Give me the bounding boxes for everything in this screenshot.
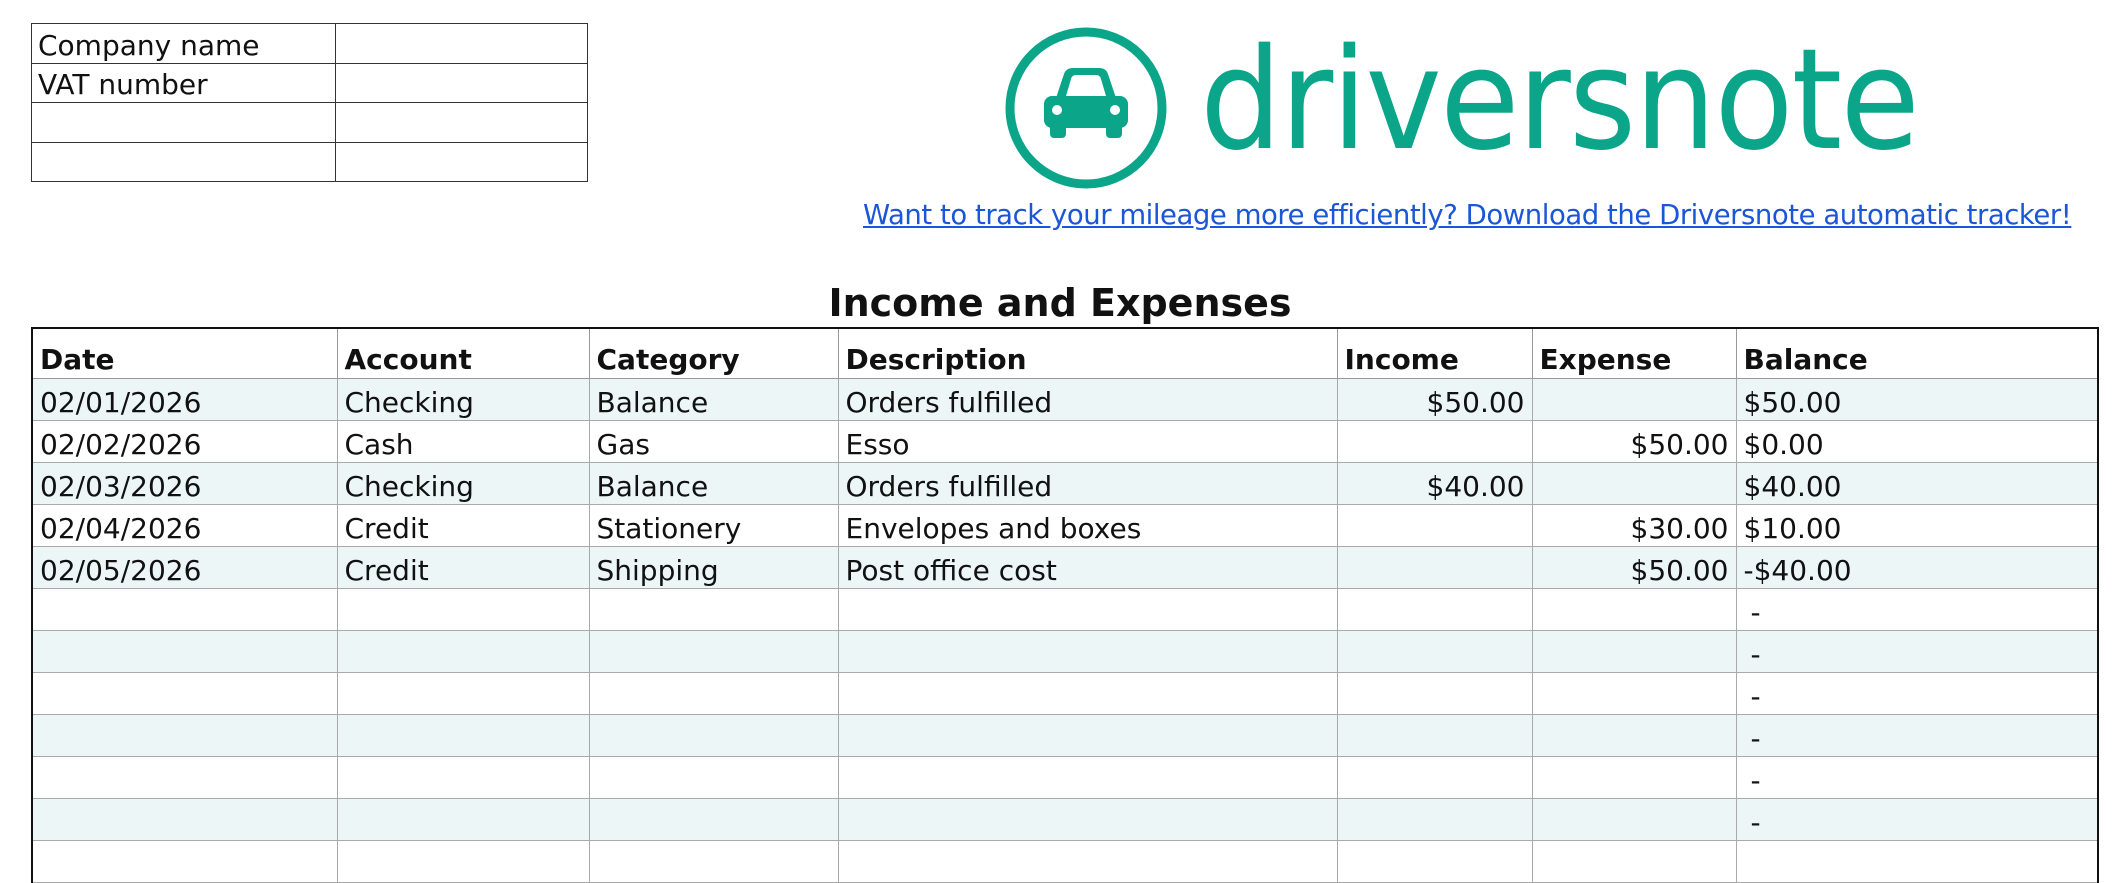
cell-category[interactable]: Shipping	[589, 546, 838, 588]
cell-expense[interactable]	[1532, 630, 1736, 672]
table-row	[32, 714, 2098, 756]
cell-date[interactable]: 02/02/2026	[32, 420, 337, 462]
cell-expense[interactable]	[1532, 672, 1736, 714]
cell-description[interactable]	[838, 588, 1337, 630]
table-row	[32, 462, 2098, 504]
cell-date[interactable]: 02/03/2026	[32, 462, 337, 504]
cell-income[interactable]	[1337, 630, 1532, 672]
company-info-row	[32, 24, 588, 64]
income-expenses-table	[31, 327, 2099, 883]
cell-category[interactable]	[589, 630, 838, 672]
cell-expense[interactable]: $50.00	[1532, 420, 1736, 462]
cell-balance[interactable]: -	[1736, 798, 2098, 840]
table-row	[32, 840, 2098, 882]
cell-account[interactable]	[337, 756, 589, 798]
cell-balance[interactable]: -	[1736, 588, 2098, 630]
column-header-income[interactable]: Income	[1337, 328, 1532, 378]
cell-expense[interactable]	[1532, 462, 1736, 504]
cell-expense[interactable]	[1532, 798, 1736, 840]
cell-description[interactable]	[838, 630, 1337, 672]
cell-category[interactable]	[589, 588, 838, 630]
cell-balance[interactable]: -	[1736, 714, 2098, 756]
cell-category[interactable]	[589, 714, 838, 756]
cell-account[interactable]: Credit	[337, 504, 589, 546]
cell-date[interactable]	[32, 840, 337, 882]
cell-account[interactable]: Checking	[337, 378, 589, 420]
table-row	[32, 756, 2098, 798]
cell-date[interactable]	[32, 756, 337, 798]
cell-account[interactable]: Cash	[337, 420, 589, 462]
cell-income[interactable]: $40.00	[1337, 462, 1532, 504]
table-row	[32, 378, 2098, 420]
cell-description[interactable]: Orders fulfilled	[838, 462, 1337, 504]
cell-date[interactable]: 02/05/2026	[32, 546, 337, 588]
cell-income[interactable]: $50.00	[1337, 378, 1532, 420]
cell-account[interactable]: Checking	[337, 462, 589, 504]
company-name-field[interactable]	[336, 24, 588, 64]
cell-balance[interactable]: -	[1736, 630, 2098, 672]
cell-date[interactable]	[32, 588, 337, 630]
cell-account[interactable]: Credit	[337, 546, 589, 588]
cell-income[interactable]	[1337, 798, 1532, 840]
cell-expense[interactable]	[1532, 378, 1736, 420]
cell-description[interactable]	[838, 840, 1337, 882]
cell-income[interactable]	[1337, 840, 1532, 882]
cell-description[interactable]	[838, 798, 1337, 840]
table-row	[32, 588, 2098, 630]
cell-date[interactable]	[32, 798, 337, 840]
driversnote-logo	[1004, 24, 1924, 192]
info-label-cell[interactable]	[32, 142, 336, 182]
cell-balance[interactable]: $50.00	[1736, 378, 2098, 420]
info-value-cell[interactable]	[336, 103, 588, 143]
cell-category[interactable]: Balance	[589, 462, 838, 504]
cell-date[interactable]	[32, 714, 337, 756]
cell-expense[interactable]: $30.00	[1532, 504, 1736, 546]
cell-income[interactable]	[1337, 714, 1532, 756]
cell-income[interactable]	[1337, 756, 1532, 798]
table-row	[32, 630, 2098, 672]
cell-category[interactable]	[589, 672, 838, 714]
table-row	[32, 504, 2098, 546]
column-header-account[interactable]: Account	[337, 328, 589, 378]
company-name-label: Company name	[32, 24, 336, 64]
cell-date[interactable]: 02/04/2026	[32, 504, 337, 546]
cell-account[interactable]	[337, 714, 589, 756]
car-icon	[1010, 32, 1162, 184]
column-header-expense[interactable]: Expense	[1532, 328, 1736, 378]
cell-balance[interactable]	[1736, 840, 2098, 882]
vat-number-label: VAT number	[32, 63, 336, 103]
header-row	[32, 328, 2098, 378]
company-info-row	[32, 63, 588, 103]
cell-category[interactable]: Stationery	[589, 504, 838, 546]
info-label-cell[interactable]	[32, 103, 336, 143]
company-info-row	[32, 103, 588, 143]
cell-expense[interactable]	[1532, 840, 1736, 882]
cell-description[interactable]	[838, 672, 1337, 714]
table-row	[32, 798, 2098, 840]
cell-expense[interactable]	[1532, 588, 1736, 630]
cell-date[interactable]	[32, 630, 337, 672]
column-header-category[interactable]: Category	[589, 328, 838, 378]
cell-description[interactable]	[838, 756, 1337, 798]
cell-balance[interactable]: $10.00	[1736, 504, 2098, 546]
cell-income[interactable]	[1337, 672, 1532, 714]
cell-category[interactable]: Gas	[589, 420, 838, 462]
cell-category[interactable]	[589, 840, 838, 882]
cell-category[interactable]	[589, 756, 838, 798]
cell-income[interactable]	[1337, 588, 1532, 630]
cell-balance[interactable]: -	[1736, 756, 2098, 798]
cell-description[interactable]: Envelopes and boxes	[838, 504, 1337, 546]
cell-description[interactable]: Orders fulfilled	[838, 378, 1337, 420]
info-value-cell[interactable]	[336, 142, 588, 182]
table-row	[32, 420, 2098, 462]
cell-expense[interactable]	[1532, 756, 1736, 798]
cell-description[interactable]: Post office cost	[838, 546, 1337, 588]
cell-account[interactable]	[337, 588, 589, 630]
cell-balance[interactable]: -$40.00	[1736, 546, 2098, 588]
logo-wordmark: driversnote	[1200, 24, 1918, 182]
cell-description[interactable]	[838, 714, 1337, 756]
cell-category[interactable]	[589, 798, 838, 840]
cell-income[interactable]	[1337, 420, 1532, 462]
cell-date[interactable]: 02/01/2026	[32, 378, 337, 420]
vat-number-field[interactable]	[336, 63, 588, 103]
cell-balance[interactable]: $40.00	[1736, 462, 2098, 504]
column-header-description[interactable]: Description	[838, 328, 1337, 378]
cell-expense[interactable]	[1532, 714, 1736, 756]
cell-expense[interactable]: $50.00	[1532, 546, 1736, 588]
column-header-balance[interactable]: Balance	[1736, 328, 2098, 378]
cell-description[interactable]: Esso	[838, 420, 1337, 462]
company-info-row	[32, 142, 588, 182]
cell-balance[interactable]: -	[1736, 672, 2098, 714]
cell-account[interactable]	[337, 672, 589, 714]
cell-income[interactable]	[1337, 546, 1532, 588]
cell-account[interactable]	[337, 840, 589, 882]
page-title: Income and Expenses	[828, 281, 1292, 325]
table-row	[32, 672, 2098, 714]
table-row	[32, 546, 2098, 588]
cell-category[interactable]: Balance	[589, 378, 838, 420]
column-header-date[interactable]: Date	[32, 328, 337, 378]
cell-account[interactable]	[337, 798, 589, 840]
cell-account[interactable]	[337, 630, 589, 672]
company-info-table	[31, 23, 588, 182]
cell-income[interactable]	[1337, 504, 1532, 546]
cell-balance[interactable]: $0.00	[1736, 420, 2098, 462]
download-tracker-link[interactable]: Want to track your mileage more efficiently? Download the Driversnote automatic tracker!	[863, 199, 2072, 231]
cell-date[interactable]	[32, 672, 337, 714]
